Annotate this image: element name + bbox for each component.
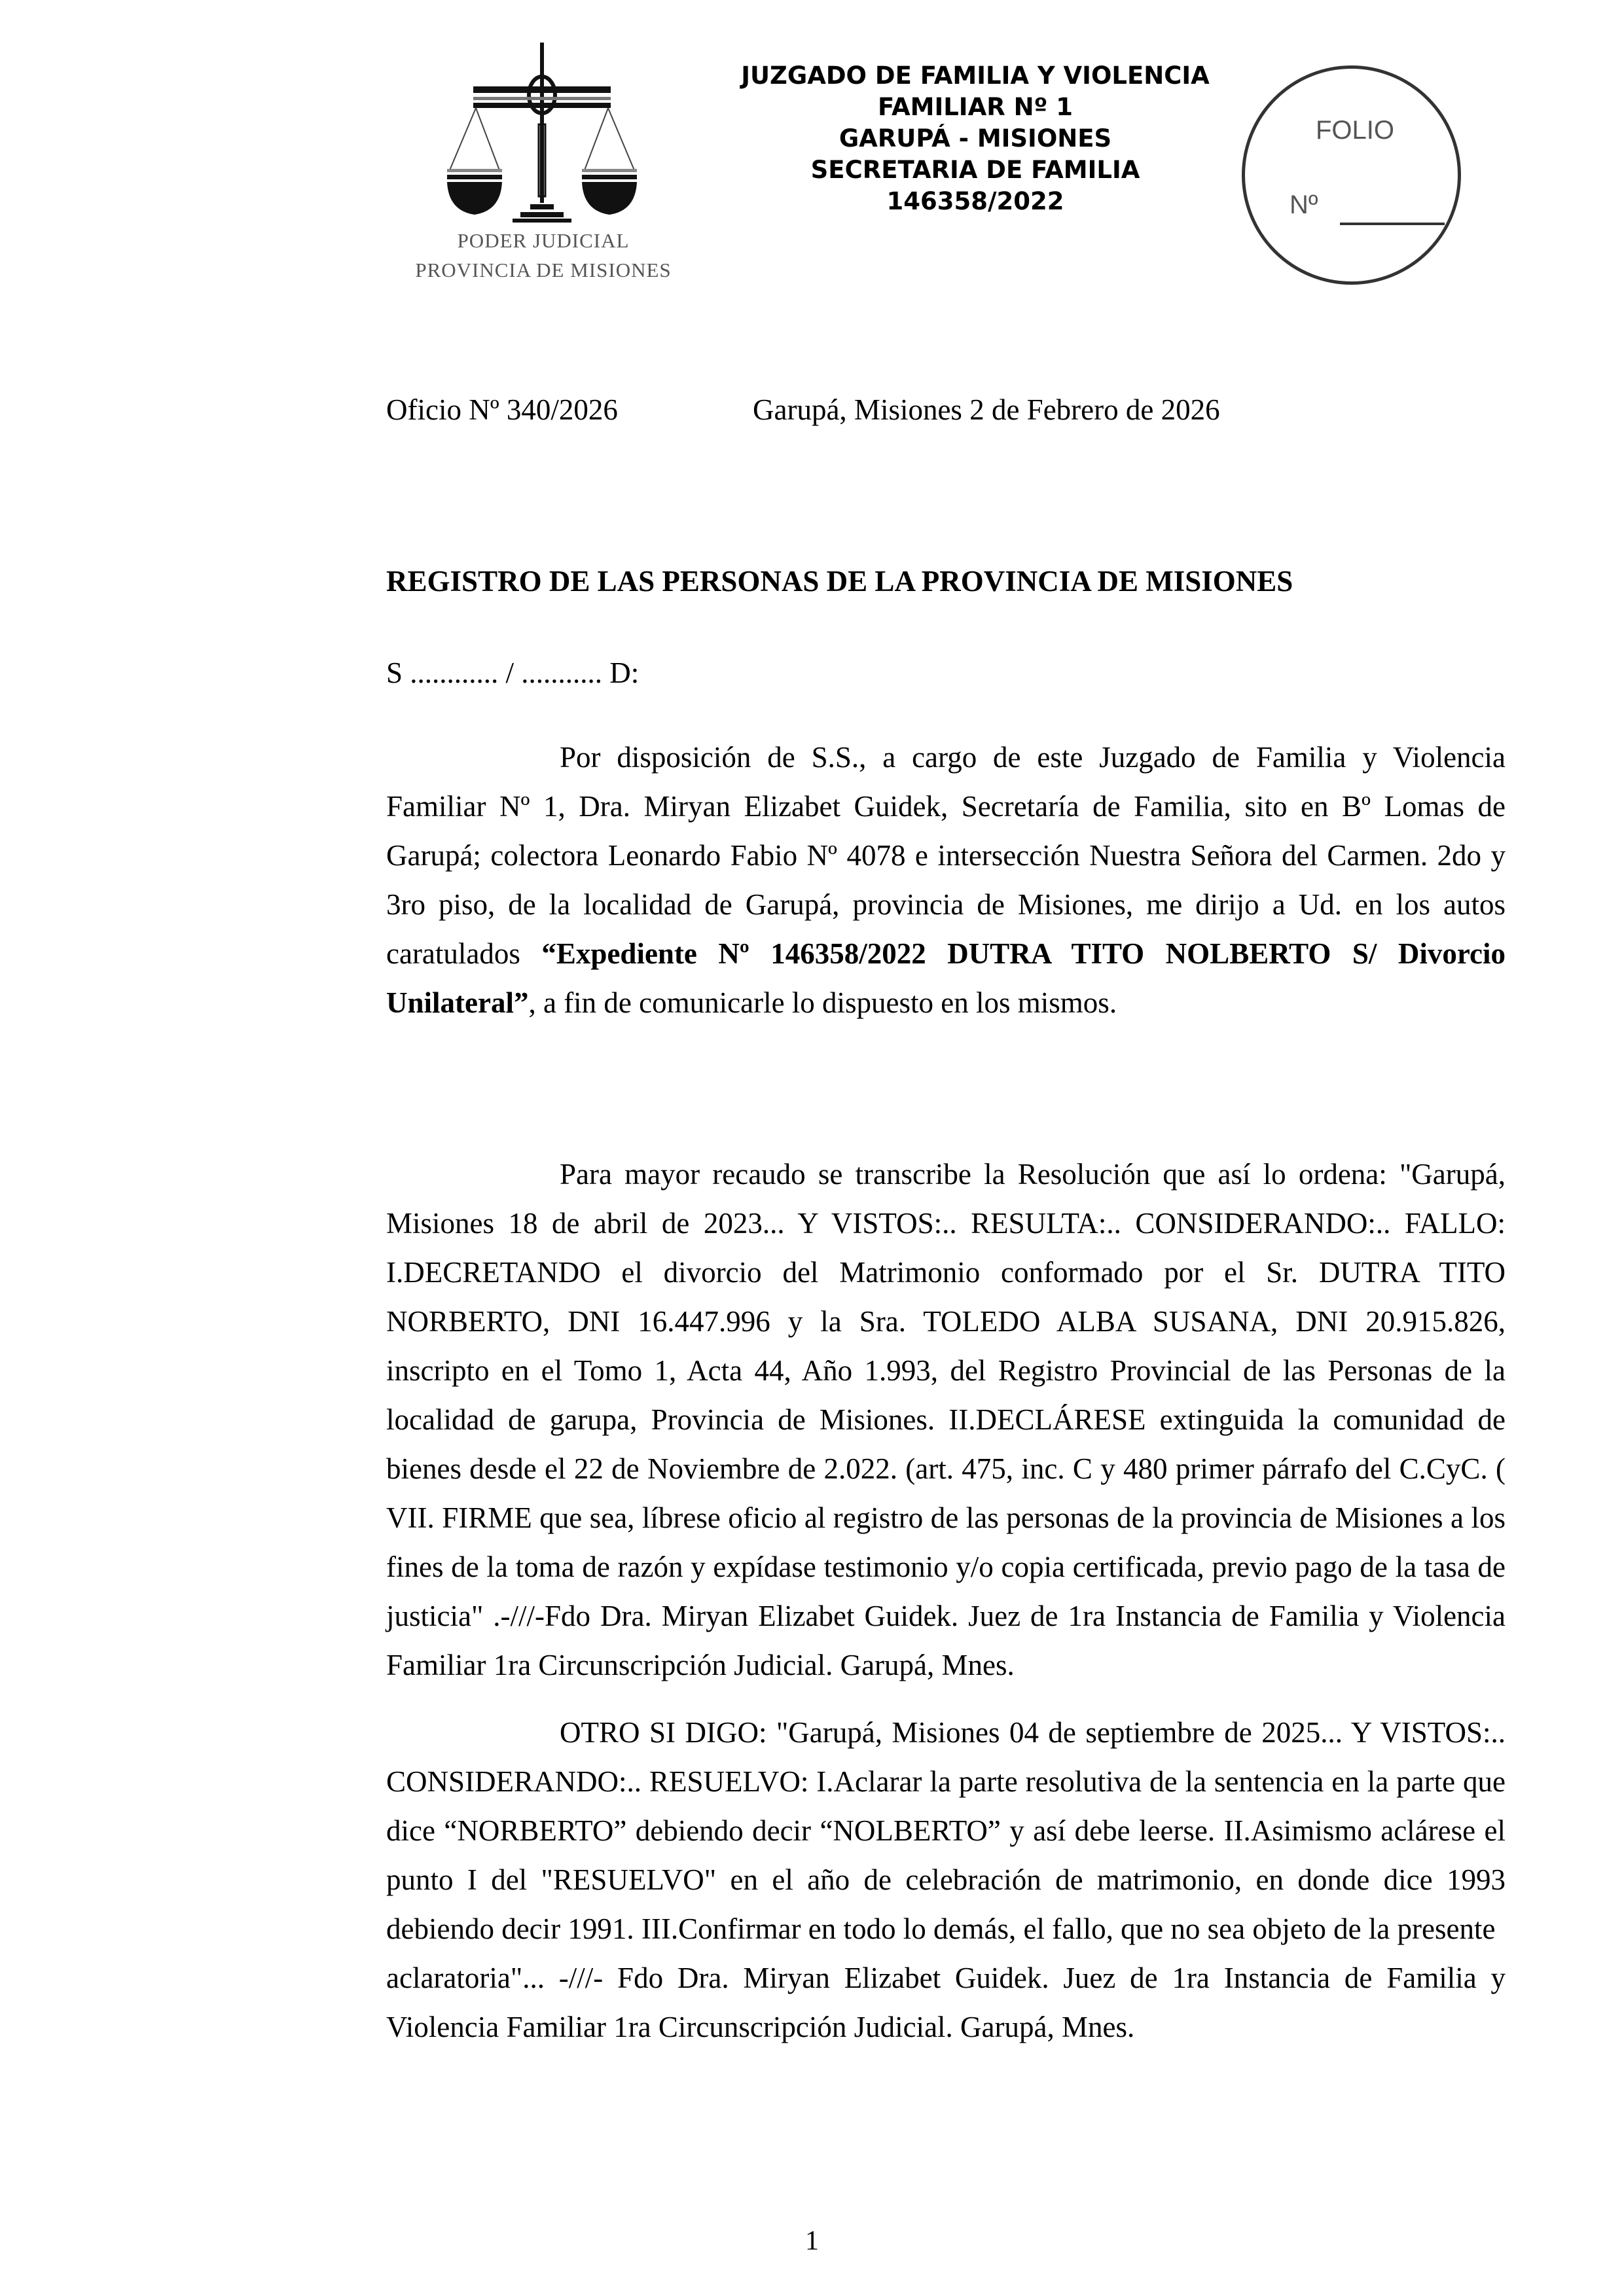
paragraph-text: , a fin de comunicarle lo dispuesto en los mismos. bbox=[528, 986, 1117, 1019]
poder-judicial-logo bbox=[403, 39, 684, 288]
court-header-line: FAMILIAR Nº 1 bbox=[877, 93, 1074, 121]
scales-of-justice-icon bbox=[435, 39, 651, 223]
paragraph-text: aclaratoria"... -///- Fdo Dra. Miryan Elizabet Guidek. Juez de 1ra Instancia de Familia y Violencia Familiar 1ra Circunscripción Judicial. Garupá, Mnes. bbox=[386, 1962, 1506, 2043]
page-number: 1 bbox=[805, 2226, 819, 2256]
paragraph-otro-si-digo bbox=[386, 1708, 1506, 2052]
case-number: 146358/2022 bbox=[886, 187, 1064, 215]
paragraph-text: Por disposición de S.S., a cargo de este Juzgado de Familia y Violencia Familiar Nº 1, Dra. Miryan Elizabet Guidek, Secretaría de Familia, sito en Bº Lomas de Garupá; colectora Leonardo Fabio Nº 4078 e intersección Nuestra Señora del Carmen. 2do y 3ro piso, de la localidad de Garupá, provincia de Misiones, me dirijo a Ud. en los autos caratulados bbox=[386, 741, 1506, 970]
salutation: S ............ / ........... D: bbox=[386, 656, 640, 689]
paragraph-introduction bbox=[386, 733, 1506, 1028]
logo-text-provincia: PROVINCIA DE MISIONES bbox=[415, 259, 672, 281]
court-header bbox=[681, 60, 1270, 217]
paragraph-text: OTRO SI DIGO: "Garupá, Misiones 04 de septiembre de 2025... Y VISTOS:.. CONSIDERANDO:.. RESUELVO: I.Aclarar la parte resolutiva de la sentencia en la parte que dice “NORBERTO” debiendo decir “NOLBERTO” y así debe leerse. II.Asimismo aclárese el punto I del "RESUELVO" en el año de celebración de matrimonio, en donde dice 1993 debiendo decir 1991. III.Confirmar en todo lo demás, el fallo, que no sea objeto de la presente bbox=[386, 1716, 1506, 1945]
paragraph-text: Para mayor recaudo se transcribe la Resolución que así lo ordena: "Garupá, Misiones 18 de abril de 2023... Y VISTOS:.. RESULTA:.. CONSIDERANDO:.. FALLO: I.DECRETANDO el divorcio del Matrimonio conformado por el Sr. DUTRA TITO NORBERTO, DNI 16.447.996 y la Sra. TOLEDO ALBA SUSANA, DNI 20.915.826, inscripto en el Tomo 1, Acta 44, Año 1.993, del Registro Provincial de las Personas de la localidad de garupa, Provincia de Misiones. II.DECLÁRESE extinguida la comunidad de bienes desde el 22 de Noviembre de 2.022. (art. 475, inc. C y 480 primer párrafo del C.CyC. ( VII. FIRME que sea, líbrese oficio al registro de las personas de la provincia de Misiones a los fines de la toma de razón y expídase testimonio y/o copia certificada, previo pago de la tasa de justicia" .-///-Fdo Dra. Miryan Elizabet Guidek. Juez de 1ra Instancia de Familia y Violencia Familiar 1ra Circunscripción Judicial. Garupá, Mnes. bbox=[386, 1158, 1506, 1681]
paragraph-resolution bbox=[386, 1150, 1506, 1690]
court-header-line: JUZGADO DE FAMILIA Y VIOLENCIA bbox=[741, 62, 1210, 90]
oficio-number: Oficio Nº 340/2026 bbox=[386, 393, 618, 426]
case-title: “Expediente Nº 146358/2022 DUTRA TITO NOLBERTO S/ Divorcio Unilateral” bbox=[386, 937, 1506, 1019]
place-date: Garupá, Misiones 2 de Febrero de 2026 bbox=[753, 393, 1220, 426]
folio-stamp bbox=[1242, 65, 1461, 285]
court-header-line: GARUPÁ - MISIONES bbox=[839, 124, 1112, 152]
folio-number-label: Nº bbox=[1290, 190, 1318, 219]
recipient: REGISTRO DE LAS PERSONAS DE LA PROVINCIA DE MISIONES bbox=[386, 565, 1293, 598]
folio-number-blank bbox=[1340, 223, 1445, 225]
logo-text-poder-judicial: PODER JUDICIAL bbox=[457, 229, 630, 252]
folio-label: FOLIO bbox=[1316, 116, 1395, 145]
court-header-line: SECRETARIA DE FAMILIA bbox=[810, 156, 1140, 184]
